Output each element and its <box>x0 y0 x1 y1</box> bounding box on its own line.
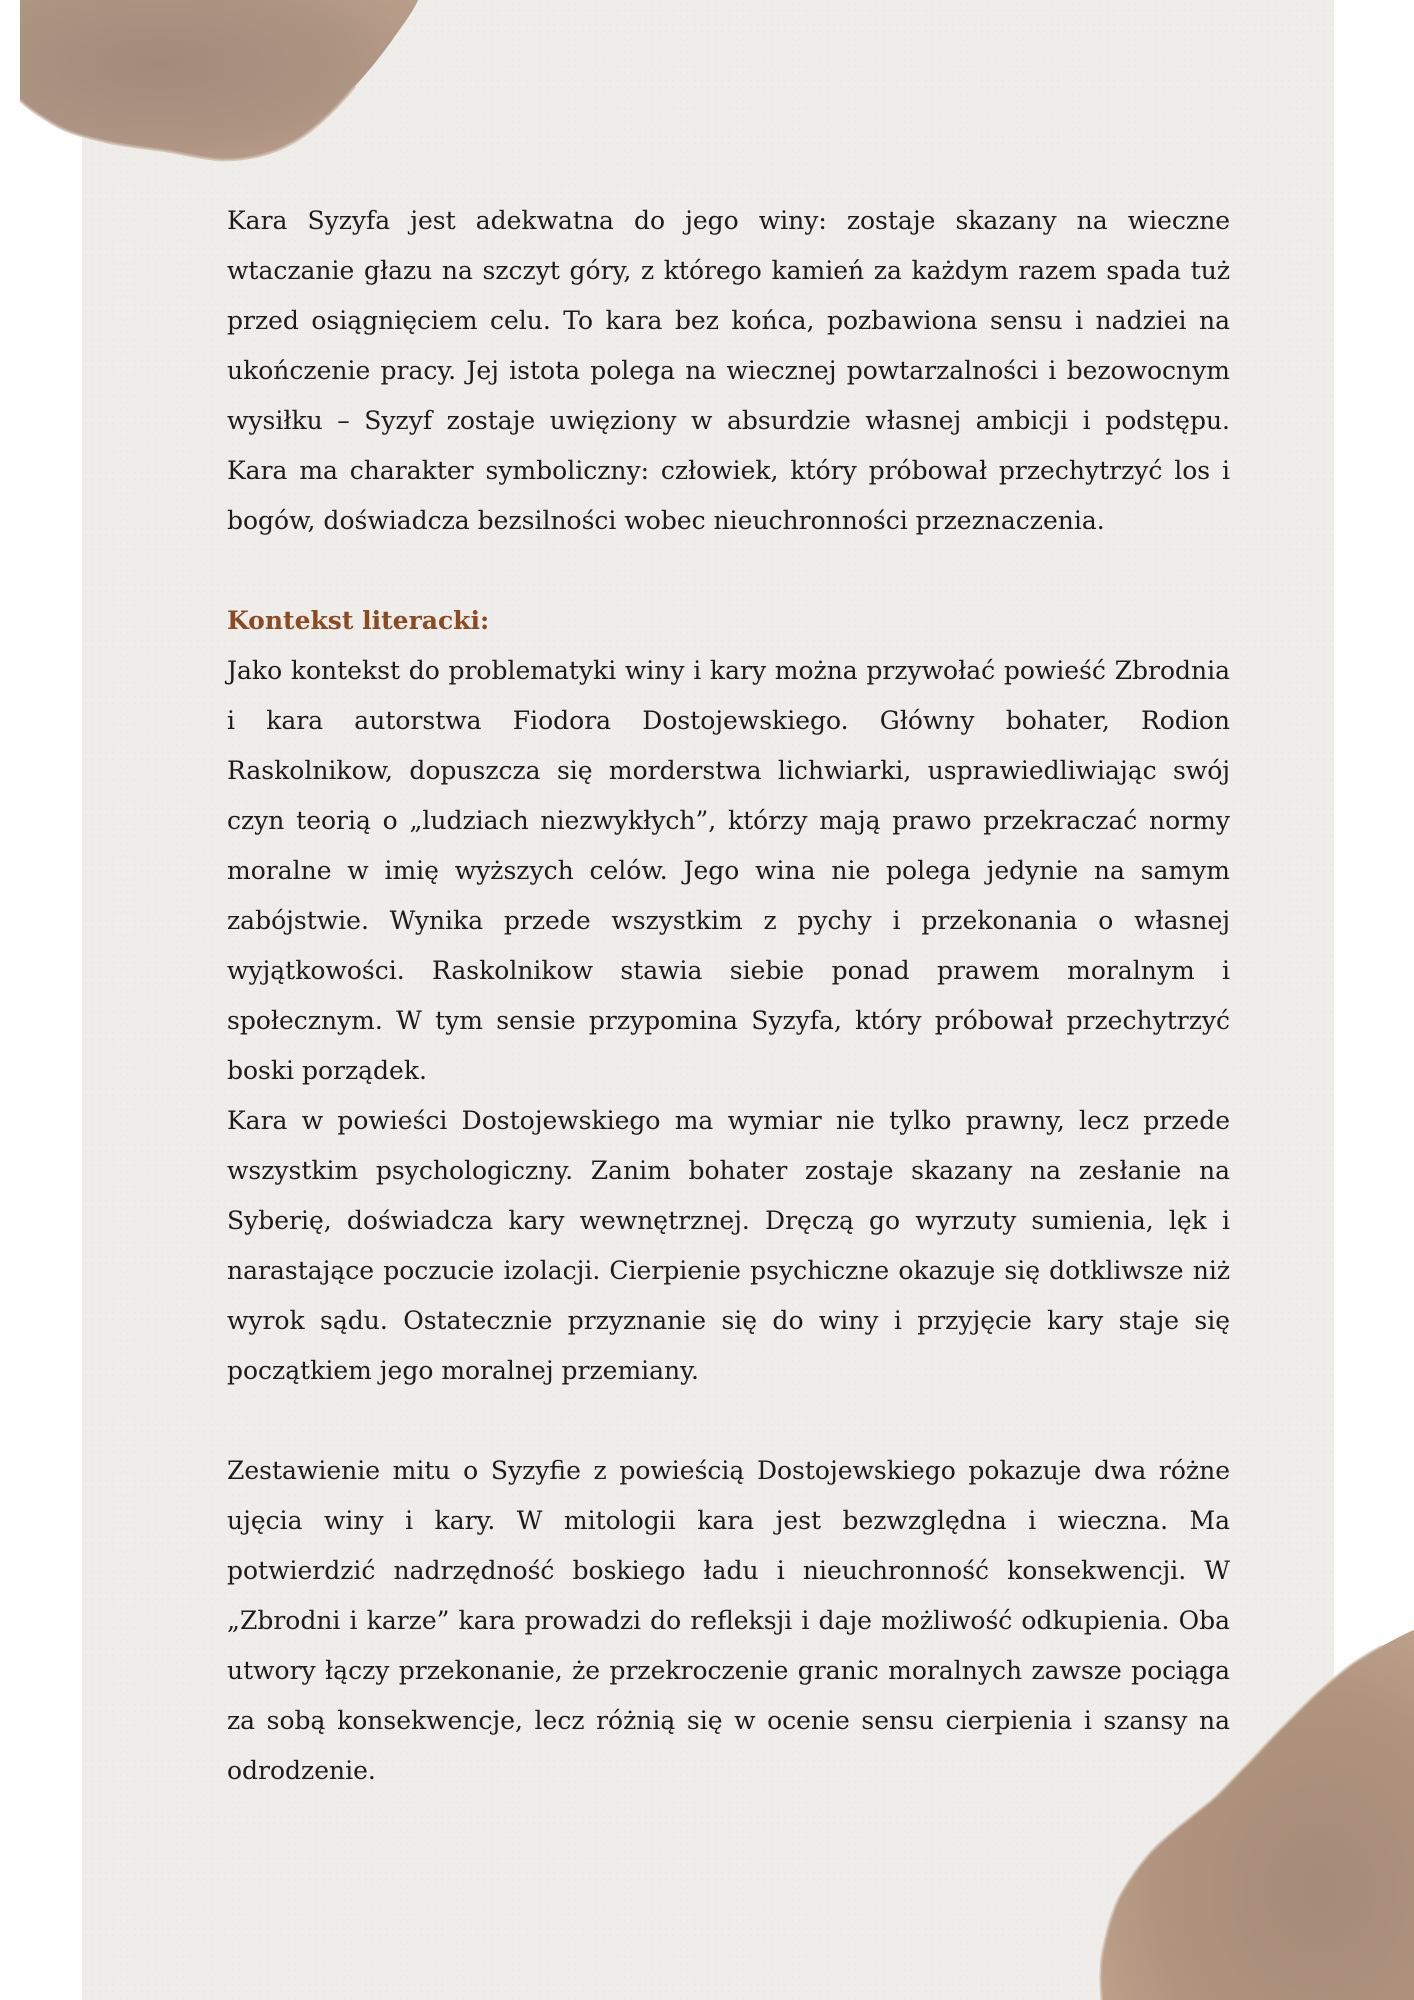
paragraph-gap <box>227 546 1230 596</box>
paragraph-dostoevsky-context: Jako kontekst do problematyki winy i kary można przywołać powieść Zbrodnia i kara autorstwa Fiodora Dostojewskiego. Główny bohater, Rodion Raskolnikow, dopuszcza się morderstwa lichwiarki, usprawiedliwiając swój czyn teorią o „ludziach niezwykłych”, którzy mają prawo przekraczać normy moralne w imię wyższych celów. Jego wina nie polega jedynie na samym zabójstwie. Wynika przede wszystkim z pychy i przekonania o własnej wyjątkowości. Raskolnikow stawia siebie ponad prawem moralnym i społecznym. W tym sensie przypomina Syzyfa, który próbował przechytrzyć boski porządek. <box>227 656 1230 1085</box>
document-body <box>227 196 1230 1796</box>
paragraph-sisyphus-punishment: Kara Syzyfa jest adekwatna do jego winy: zostaje skazany na wieczne wtaczanie głazu na szczyt góry, z którego kamień za każdym razem spada tuż przed osiągnięciem celu. To kara bez końca, pozbawiona sensu i nadziei na ukończenie pracy. Jej istota polega na wiecznej powtarzalności i bezowocnym wysiłku – Syzyf zostaje uwięziony w absurdzie własnej ambicji i podstępu. Kara ma charakter symboliczny: człowiek, który próbował przechytrzyć los i bogów, doświadcza bezsilności wobec nieuchronności przeznaczenia. <box>227 206 1230 535</box>
torn-paper-top-left <box>0 0 430 170</box>
paragraph-comparison: Zestawienie mitu o Syzyfie z powieścią Dostojewskiego pokazuje dwa różne ujęcia winy i kary. W mitologii kara jest bezwzględna i wieczna. Ma potwierdzić nadrzędność boskiego ładu i nieuchronność konsekwencji. W „Zbrodni i karze” kara prowadzi do refleksji i daje możliwość odkupienia. Oba utwory łączy przekonanie, że przekroczenie granic moralnych zawsze pociąga za sobą konsekwencje, lecz różnią się w ocenie sensu cierpienia i szansy na odrodzenie. <box>227 1456 1230 1785</box>
paragraph-dostoevsky-punishment: Kara w powieści Dostojewskiego ma wymiar nie tylko prawny, lecz przede wszystkim psychologiczny. Zanim bohater zostaje skazany na zesłanie na Syberię, doświadcza kary wewnętrznej. Dręczą go wyrzuty sumienia, lęk i narastające poczucie izolacji. Cierpienie psychiczne okazuje się dotkliwsze niż wyrok sądu. Ostatecznie przyznanie się do winy i przyjęcie kary staje się początkiem jego moralnej przemiany. <box>227 1106 1230 1385</box>
paragraph-gap <box>227 1396 1230 1446</box>
section-heading-literary-context: Kontekst literacki: <box>227 606 490 635</box>
